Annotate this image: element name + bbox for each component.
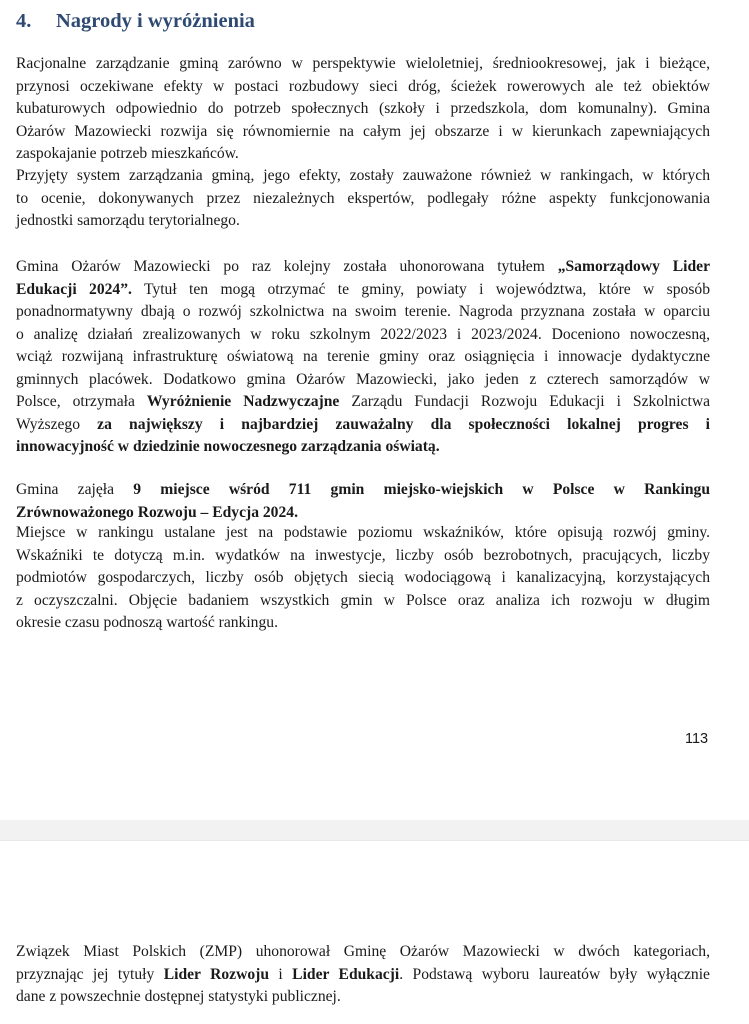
text-line	[16, 391, 710, 414]
text-line: dane z powszechnie dostępnej statystyki publicznej.	[16, 988, 341, 1005]
text-line	[16, 256, 710, 279]
text-line	[16, 479, 710, 502]
text-line	[16, 414, 710, 437]
text-run: Wyższego	[16, 415, 98, 433]
award-title: Edukacji 2024”.	[16, 280, 132, 298]
text-run: . Podstawą wyboru laureatów były wyłącznie	[399, 965, 710, 983]
text-line: to ocenie, dokonywanych przez niezależnych ekspertów, podlegały różne aspekty funkcjonowania	[16, 189, 710, 207]
ranking-name: Zrównoważonego Rozwoju – Edycja 2024.	[16, 503, 298, 521]
page-separator	[0, 820, 749, 841]
text-line: kubaturowych odpowiednio do potrzeb społecznych (szkoły i przedszkola, dom komunalny). Gmina	[16, 100, 710, 117]
text-line: ponadnormatywny dbają o rozwój szkolnictwa na swoim terenie. Nagroda przyznana została w oparciu	[16, 303, 710, 320]
distinction-reason: innowacyjność w dziedzinie nowoczesnego zarządzania oświatą.	[16, 438, 440, 455]
text-run: Zarządu Fundacji Rozwoju Edukacji i Szkolnictwa	[339, 393, 710, 410]
distinction-reason: za największy i najbardziej zauważalny dla społeczności lokalnej progres i	[97, 415, 710, 433]
section-heading	[16, 10, 255, 33]
text-line: gminnych placówek. Dodatkowo gmina Ożarów Mazowiecki, jako jeden z czterech samorządów w	[16, 370, 710, 388]
text-line: wciąż rozwijaną infrastrukturę oświatową na terenie gminy oraz osiągnięcia i innowacje dydaktyczne	[16, 348, 710, 365]
text-run: Gmina Ożarów Mazowiecki po raz kolejny została uhonorowana tytułem	[16, 258, 558, 275]
text-line	[16, 502, 710, 525]
text-run: Polsce, otrzymała	[16, 393, 147, 410]
text-line: Miejsce w rankingu ustalane jest na podstawie poziomu wskaźników, które opisują rozwój gminy.	[16, 524, 710, 541]
text-line: jednostki samorządu terytorialnego.	[16, 212, 240, 229]
text-run: przyznając jej tytuły	[16, 965, 164, 983]
award-title: „Samorządowy Lider	[557, 258, 710, 275]
paragraph-rational-management	[16, 53, 710, 166]
text-line: zaspokajanie potrzeb mieszkańców.	[16, 145, 239, 162]
paragraph-zmp-award	[16, 941, 710, 1009]
document-page-next	[0, 841, 749, 1024]
paragraph-ranking-result	[16, 479, 710, 524]
ranking-position: 9 miejsce wśród 711 gmin miejsko-wiejskich w Polsce w Rankingu	[133, 481, 710, 498]
text-line: Ożarów Mazowiecki rozwija się równomiernie na całym jej obszarze i w kierunkach zapewniających	[16, 122, 710, 140]
text-line: okresie czasu podnoszą wartość rankingu.	[16, 614, 278, 631]
paragraph-management-system	[16, 165, 710, 233]
paragraph-ranking-criteria	[16, 522, 710, 635]
text-line	[16, 436, 710, 459]
distinction-title: Wyróżnienie Nadzwyczajne	[146, 393, 340, 410]
award-title: Lider Edukacji	[292, 965, 400, 983]
section-title: Nagrody i wyróżnienia	[56, 10, 255, 32]
text-line: przynosi oczekiwane efekty w postaci rozbudowy sieci dróg, ścieżek rowerowych ale też obiektów	[16, 77, 710, 95]
text-line: o analizę działań zrealizowanych w roku szkolnym 2022/2023 i 2023/2024. Doceniono nowoczesną,	[16, 325, 710, 343]
paragraph-education-leader-award	[16, 256, 710, 459]
text-line	[16, 964, 710, 987]
section-number: 4.	[16, 10, 32, 32]
text-run: Tytuł ten mogą otrzymać te gminy, powiaty i województwa, które w sposób	[131, 280, 710, 298]
text-line	[16, 279, 710, 302]
text-line: z oczyszczalni. Objęcie badaniem wszystkich gmin w Polsce oraz analiza ich rozwoju w długim	[16, 591, 710, 609]
text-line: podmiotów gospodarczych, liczby osób objętych siecią wodociągową i kanalizacyjną, korzystających	[16, 569, 710, 586]
text-run: Gmina zajęła	[16, 481, 134, 498]
text-line: Związek Miast Polskich (ZMP) uhonorował Gminę Ożarów Mazowiecki w dwóch kategoriach,	[16, 943, 710, 960]
award-title: Lider Rozwoju	[163, 965, 270, 983]
text-run: i	[269, 965, 293, 983]
page-number: 113	[685, 731, 709, 747]
text-line: Racjonalne zarządzanie gminą zarówno w perspektywie wieloletniej, średniookresowej, jak i bieżące,	[16, 55, 710, 72]
text-line: Przyjęty system zarządzania gminą, jego efekty, zostały zauważone również w rankingach, w których	[16, 167, 710, 184]
text-line: Wskaźniki te dotyczą m.in. wydatków na inwestycje, liczby osób bezrobotnych, pracujących, liczby	[16, 546, 710, 564]
